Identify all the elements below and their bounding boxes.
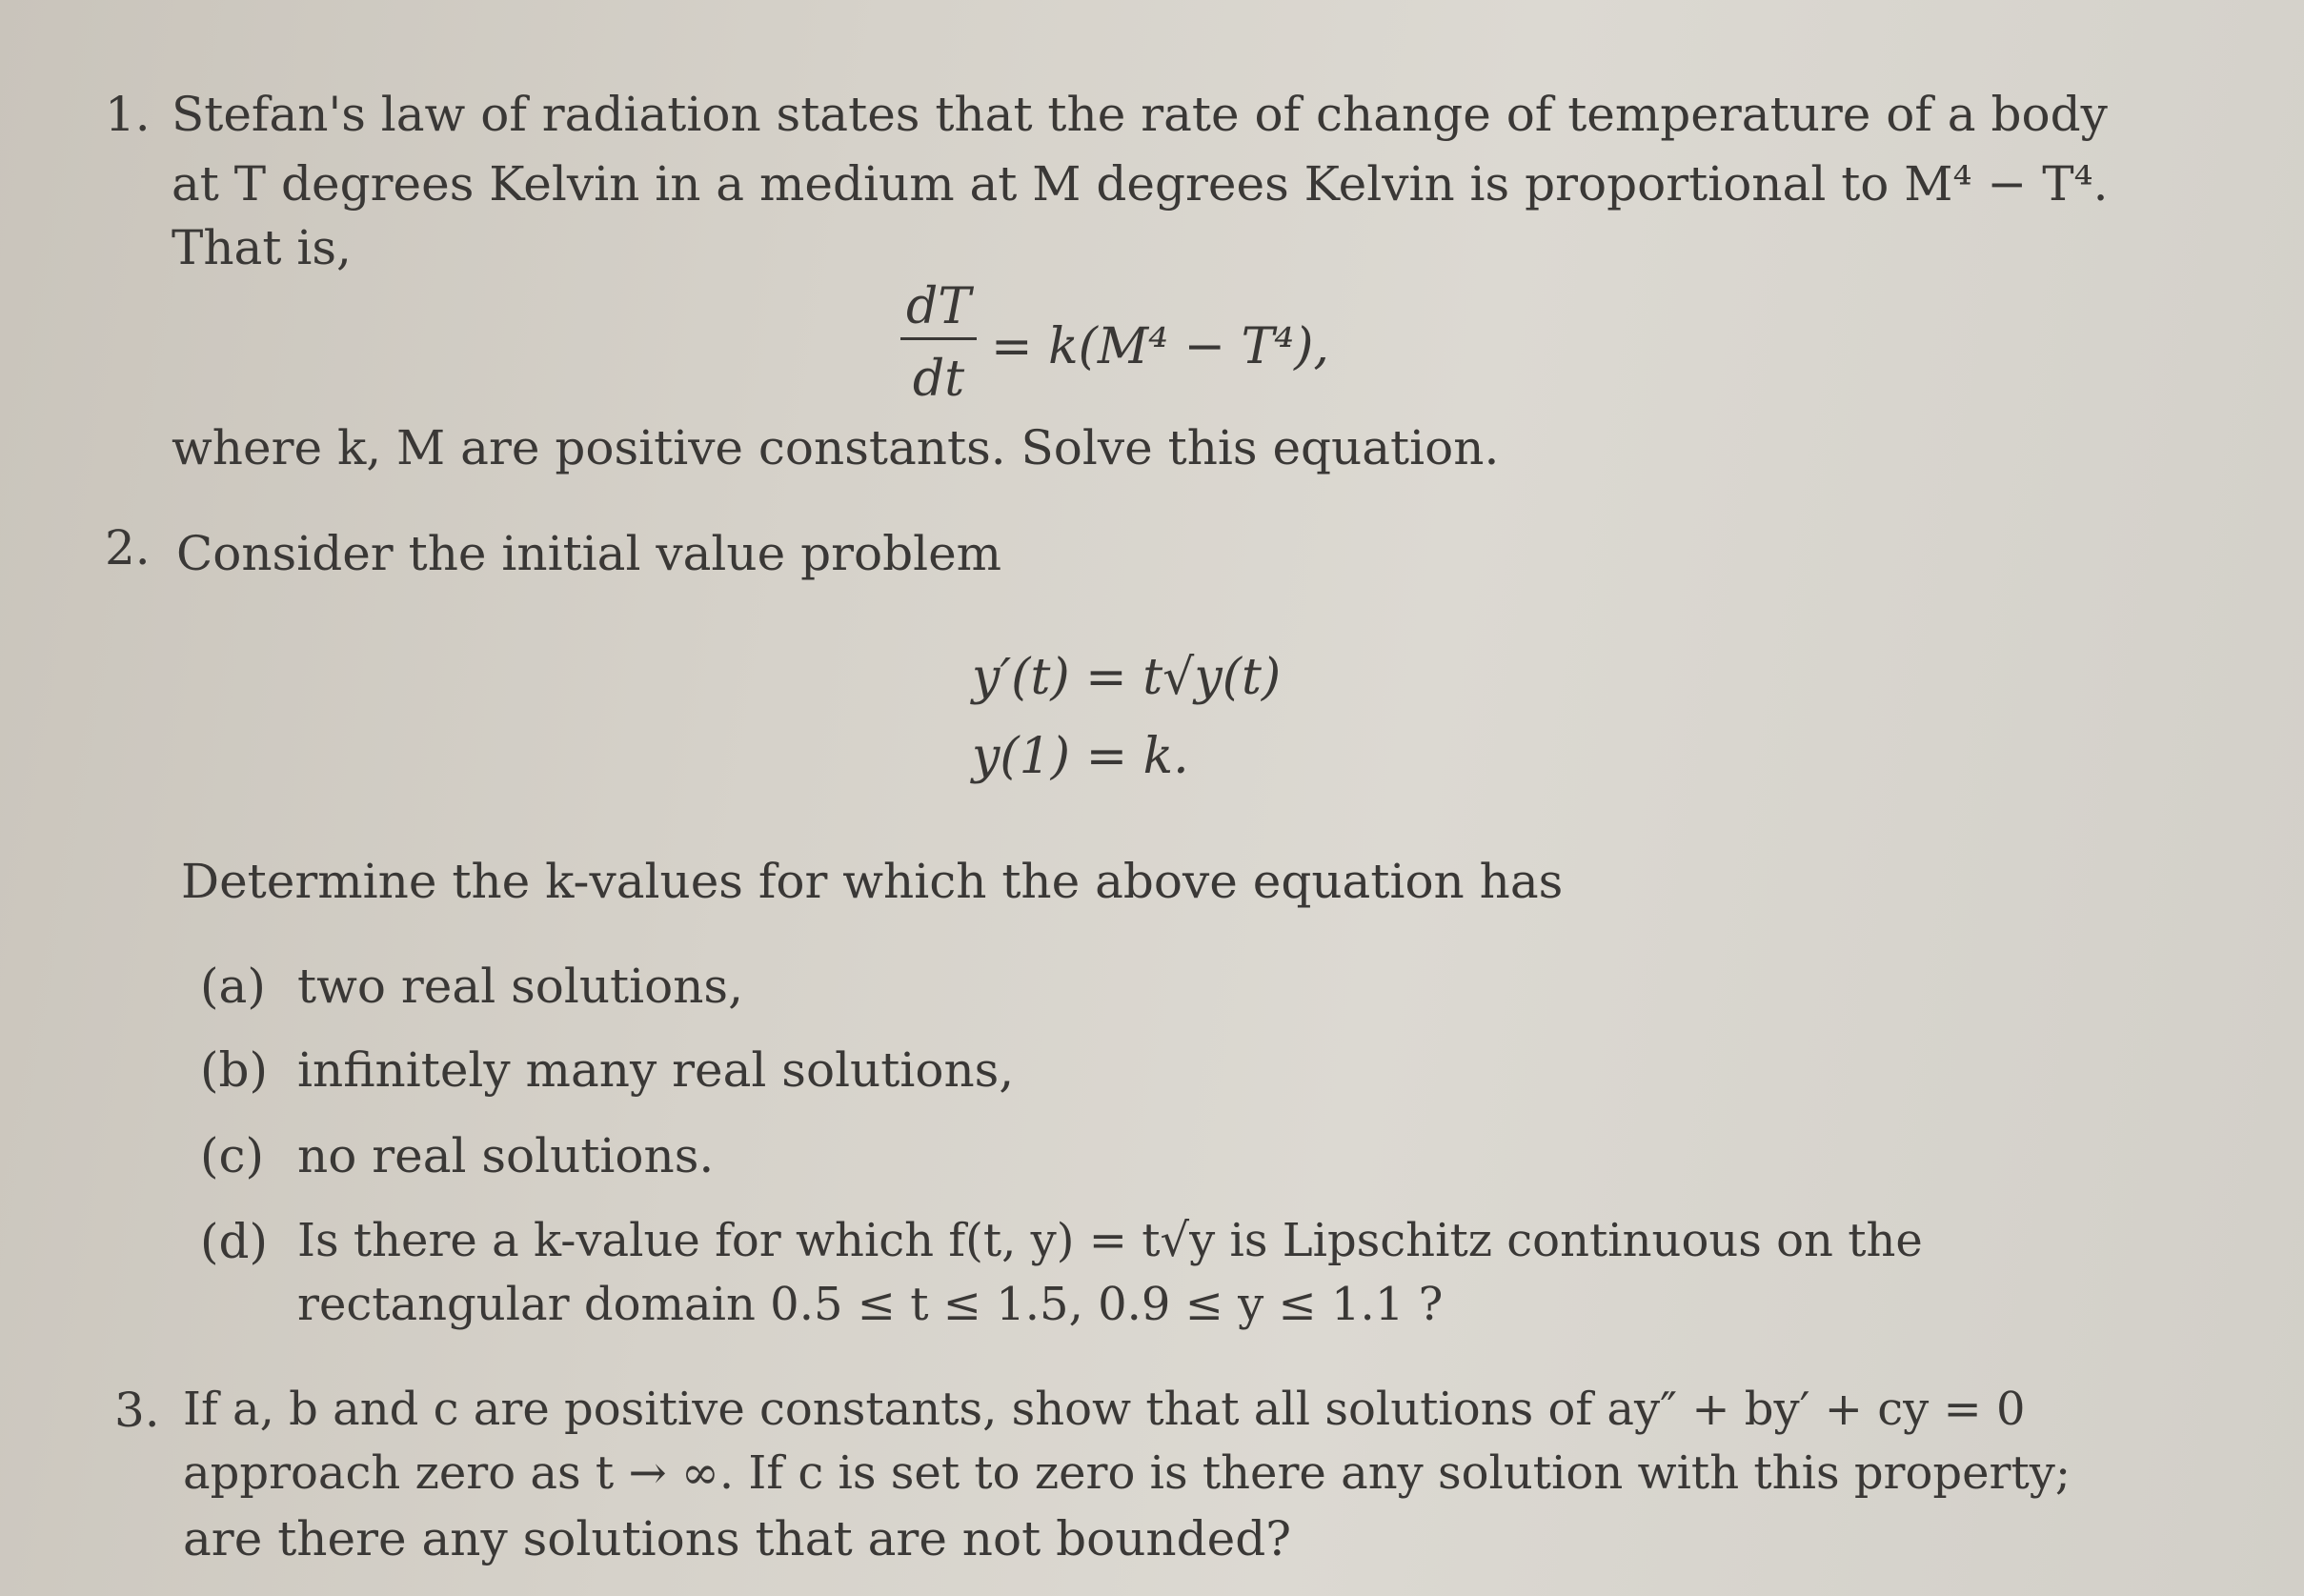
problem-2-item-d-text-2: rectangular domain 0.5 ≤ t ≤ 1.5, 0.9 ≤ y ≤ 1.1 ? [297,1278,1444,1331]
problem-3-line-2: approach zero as t → ∞. If c is set to zero is there any solution with this property; [183,1446,2072,1500]
problem-3-line-1: If a, b and c are positive constants, show that all solutions of ay″ + by′ + cy = 0 [183,1383,2026,1436]
problem-2-item-b-text: infinitely many real solutions, [297,1042,1015,1098]
problem-1-line-1: Stefan's law of radiation states that the rate of change of temperature of a body [172,87,2108,142]
problem-2-intro: Consider the initial value problem [176,526,1002,581]
problem-1-number: 1. [105,87,151,142]
problem-2-item-b-label: (b) [200,1042,269,1098]
problem-1-equation-rhs: = k(M⁴ − T⁴), [991,318,1329,375]
problem-2-item-a-text: two real solutions, [297,959,743,1014]
problem-3-line-3: are there any solutions that are not bounded? [183,1511,1292,1566]
problem-2-item-a-label: (a) [200,959,266,1014]
problem-1-line-4: where k, M are positive constants. Solve this equation. [172,420,1500,475]
problem-3-number: 3. [114,1383,160,1438]
problem-2-item-d-label: (d) [200,1214,269,1269]
problem-2-item-c-label: (c) [200,1128,265,1183]
problem-2-item-c-text: no real solutions. [297,1128,715,1183]
fraction-numerator: dT [906,278,971,335]
problem-1-line-2: at T degrees Kelvin in a medium at M degrees Kelvin is proportional to M⁴ − T⁴. [172,156,2109,212]
problem-2-question: Determine the k-values for which the above equation has [181,854,1564,909]
fraction-bar [900,337,977,340]
problem-1-line-3: That is, [172,220,352,275]
fraction-denominator: dt [912,351,965,408]
problem-2-equation-2: y(1) = k. [972,728,1189,785]
problem-1-fraction [900,278,977,412]
problem-2-equation-1: y′(t) = t√y(t) [972,649,1282,706]
problem-2-item-d-text: Is there a k-value for which f(t, y) = t√y is Lipschitz continuous on the [297,1214,1923,1267]
problem-2-number: 2. [105,520,151,576]
